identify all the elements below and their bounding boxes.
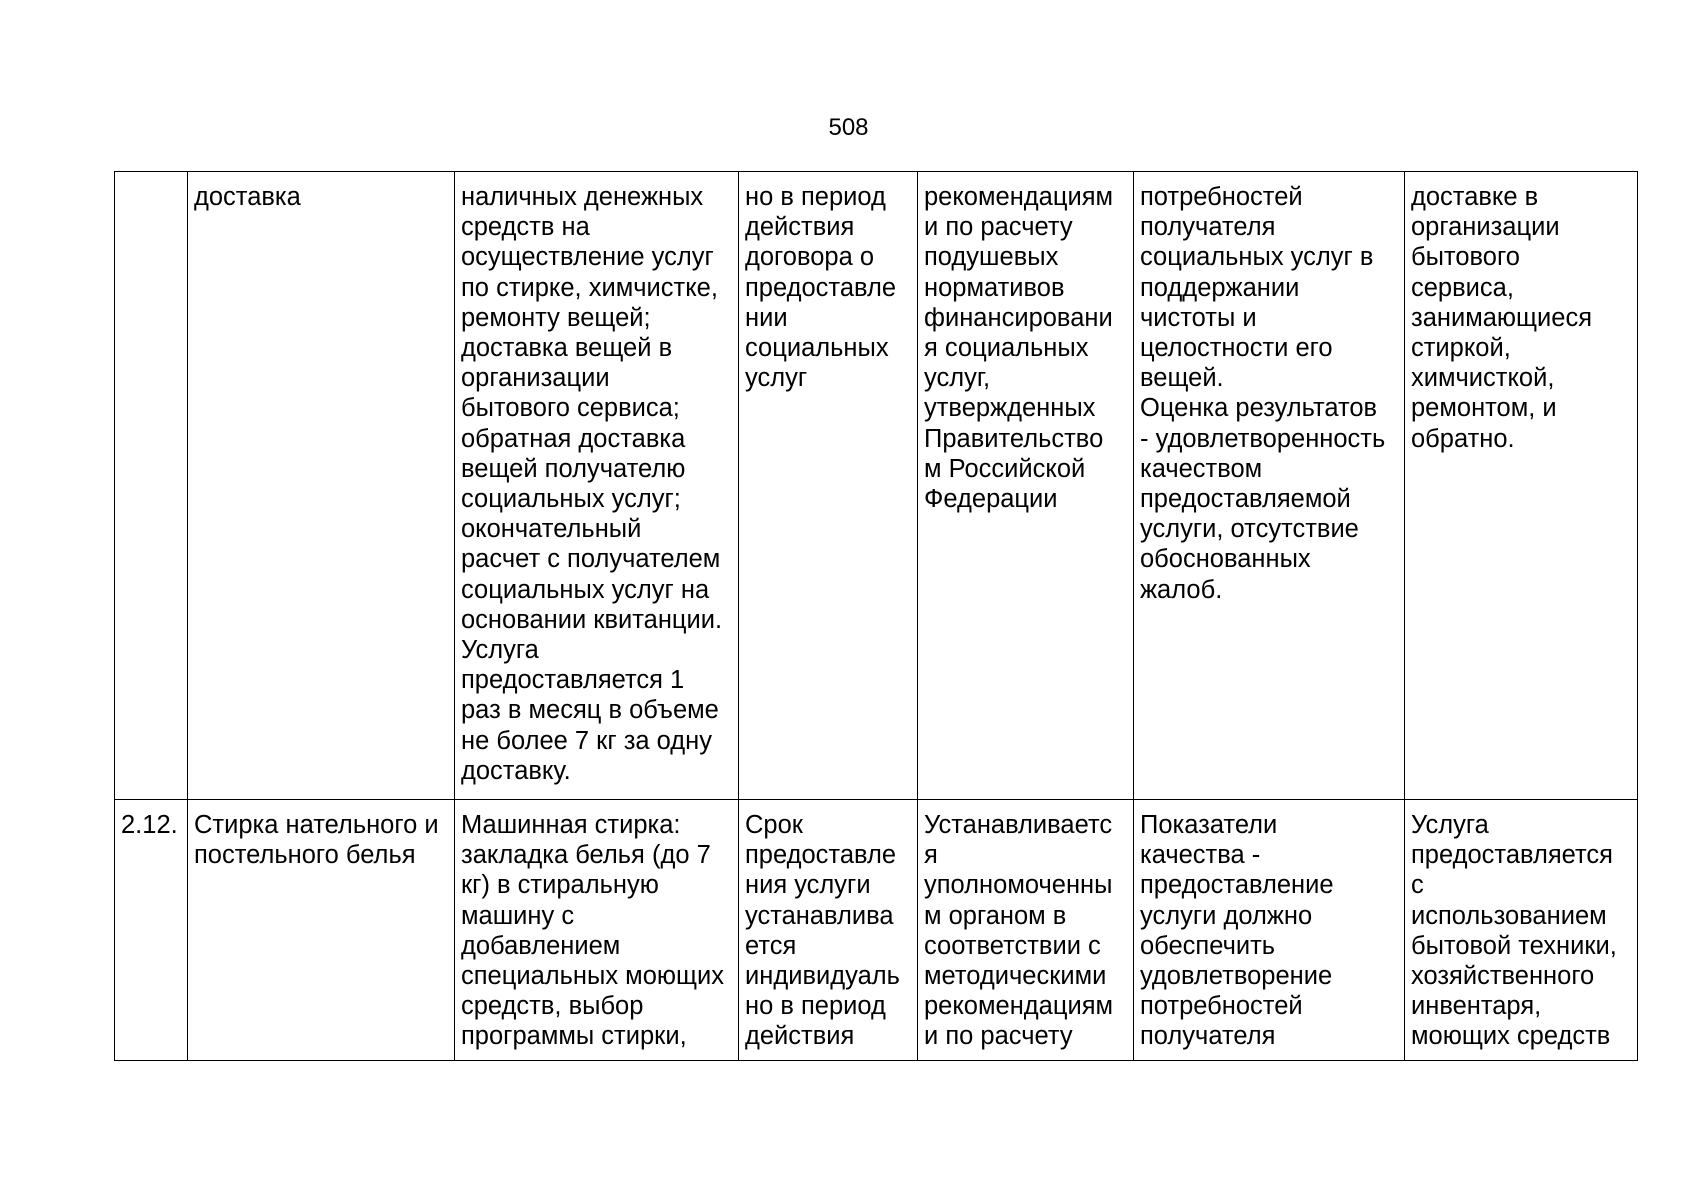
cell-service-cost: рекомендациям и по расчету подушевых нормативов финансировани я социальных услуг, утвержденных Правительство м Российской Федерации [918,172,1134,800]
cell-number [115,172,188,800]
cell-quality-indicators: потребностей получателя социальных услуг в поддержании чистоты и целостности его вещей. Оценка результатов - удовлетворенность качеством предоставляемой услуги, отсутствие обоснованных жалоб. [1134,172,1405,800]
cell-service-conditions: доставке в организации бытового сервиса, занимающиеся стиркой, химчисткой, ремонтом, и обратно. [1405,172,1638,800]
cell-service-name: Стирка нательного и постельного белья [188,800,455,1061]
cell-service-description: Машинная стирка: закладка белья (до 7 кг) в стиральную машину с добавлением специальных моющих средств, выбор программы стирки, [455,800,739,1061]
cell-quality-indicators: Показатели качества - предоставление услуги должно обеспечить удовлетворение потребностей получателя [1134,800,1405,1061]
cell-service-conditions: Услуга предоставляется с использованием бытовой техники, хозяйственного инвентаря, моющих средств [1405,800,1638,1061]
cell-service-term: но в период действия договора о предоставле нии социальных услуг [739,172,918,800]
cell-service-description: наличных денежных средств на осуществление услуг по стирке, химчистке, ремонту вещей; доставка вещей в организации бытового сервиса; обратная доставка вещей получателю социальных услуг; окончательный расчет с получателем социальных услуг на основании квитанции. Услуга предоставляется 1 раз в месяц в объеме не более 7 кг за одну доставку. [455,172,739,800]
table-row [115,172,1638,800]
services-table [114,171,1638,1061]
table-row [115,800,1638,1061]
cell-service-term: Срок предоставле ния услуги устанавлива ется индивидуаль но в период действия [739,800,918,1061]
cell-number: 2.12. [115,800,188,1061]
cell-service-cost: Устанавливаетс я уполномоченны м органом в соответствии с методическими рекомендациям и по расчету [918,800,1134,1061]
page-number: 508 [828,114,869,141]
cell-service-name: доставка [188,172,455,800]
